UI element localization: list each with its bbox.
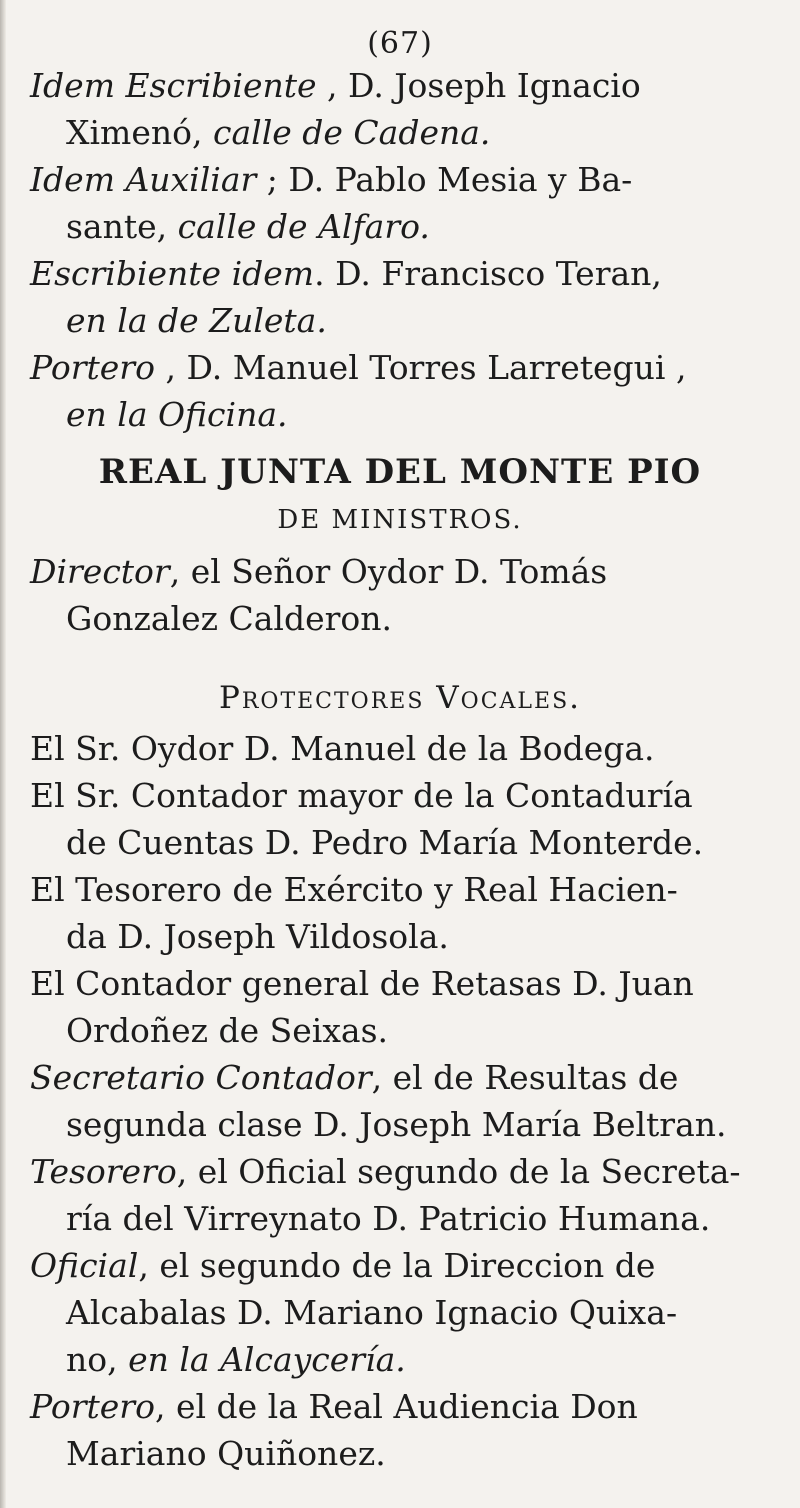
entry-cont-text: sante, — [66, 207, 178, 246]
entry-portero-audiencia — [30, 1383, 790, 1477]
entry-director — [30, 548, 790, 642]
director-continuation: Gonzalez Calderon. — [66, 599, 393, 638]
entry-continuation — [30, 1289, 790, 1336]
entry-cont-text: Mariano Quiñonez. — [66, 1434, 386, 1473]
entry-cont-text: Ximenó, — [66, 113, 213, 152]
entry-text: el de Resultas de — [392, 1058, 679, 1097]
entry-tesorero — [30, 1148, 790, 1242]
entry-cont-address: en la Oficina. — [66, 395, 288, 434]
vocal-text: El Sr. Contador mayor de la Contaduría — [30, 776, 693, 815]
entry-sep: , — [169, 552, 191, 591]
vocal-item — [30, 866, 790, 960]
entry-sep: . — [314, 254, 336, 293]
entry-cont-text: Alcabalas D. Mariano Ignacio Quixa- — [66, 1293, 678, 1332]
entry-sep: , — [154, 348, 187, 387]
entry-portero — [30, 344, 790, 438]
entry-continuation — [30, 1195, 790, 1242]
section-subheading: DE MINISTROS. — [277, 505, 523, 535]
entry-text: D. Francisco Teran, — [335, 254, 662, 293]
entry-sep: , — [154, 1387, 176, 1426]
vocal-continuation: da D. Joseph Vildosola. — [66, 917, 449, 956]
entry-text: el Oficial segundo de la Secreta- — [197, 1152, 741, 1191]
page-edge-shadow — [0, 0, 6, 1508]
protectores-heading: Protectores Vocales. — [218, 680, 582, 716]
section-heading: REAL JUNTA DEL MONTE PIO — [98, 452, 702, 492]
entry-text: D. Pablo Mesia y Ba- — [288, 160, 633, 199]
entry-title: Tesorero — [30, 1152, 177, 1191]
entry-title: Escribiente idem — [30, 254, 315, 293]
entry-idem-escribiente — [30, 62, 790, 156]
page-number: (67) — [367, 26, 433, 61]
entry-continuation — [30, 109, 790, 156]
entry-text: D. Manuel Torres Larretegui , — [186, 348, 687, 387]
entry-title: Secretario Contador — [30, 1058, 372, 1097]
entry-secretario — [30, 1054, 790, 1148]
entry-sep: , — [138, 1246, 160, 1285]
entry-idem-auxiliar — [30, 156, 790, 250]
entry-text: D. Joseph Ignacio — [348, 66, 641, 105]
vocal-text: El Sr. Oydor D. Manuel de la Bodega. — [30, 729, 655, 768]
entry-title: Portero — [30, 348, 155, 387]
entry-escribiente — [30, 250, 790, 344]
entry-cont-address: calle de Alfaro. — [177, 207, 430, 246]
director-text: el Señor Oydor D. Tomás — [190, 552, 608, 591]
vocal-text: El Contador general de Retasas D. Juan — [30, 964, 694, 1003]
entry-continuation — [30, 1430, 790, 1477]
entry-title: Portero — [30, 1387, 155, 1426]
entry-sep: ; — [256, 160, 289, 199]
entry-sep: , — [316, 66, 349, 105]
vocal-continuation: Ordoñez de Seixas. — [66, 1011, 389, 1050]
entry-continuation — [30, 1101, 790, 1148]
entry-continuation — [30, 203, 790, 250]
entry-title: Oficial — [30, 1246, 139, 1285]
entry-cont-text: ría del Virreynato D. Patricio Humana. — [66, 1199, 711, 1238]
director-title: Director — [30, 552, 170, 591]
entry-cont-address: en la de Zuleta. — [66, 301, 327, 340]
entry-sep: , — [371, 1058, 393, 1097]
entry-text: el segundo de la Direccion de — [159, 1246, 656, 1285]
entry-title: Idem Escribiente — [30, 66, 317, 105]
entry-sep: , — [176, 1152, 198, 1191]
entry-cont-text: segunda clase D. Joseph María Beltran. — [66, 1105, 727, 1144]
entry-cont-address: calle de Cadena. — [212, 113, 491, 152]
entry-continuation — [30, 391, 790, 438]
entry-title: Idem Auxiliar — [30, 160, 257, 199]
vocal-item — [30, 960, 790, 1054]
entry-cont-address: en la Alcaycería. — [128, 1340, 406, 1379]
vocal-item — [30, 772, 790, 866]
vocal-continuation: de Cuentas D. Pedro María Monterde. — [66, 823, 704, 862]
entry-continuation — [30, 297, 790, 344]
entry-cont-text: no, — [66, 1340, 129, 1379]
entry-continuation-2 — [30, 1336, 790, 1383]
vocal-item — [30, 725, 790, 772]
vocal-text: El Tesorero de Exército y Real Hacien- — [30, 870, 678, 909]
entry-text: el de la Real Audiencia Don — [175, 1387, 638, 1426]
entry-oficial — [30, 1242, 790, 1383]
